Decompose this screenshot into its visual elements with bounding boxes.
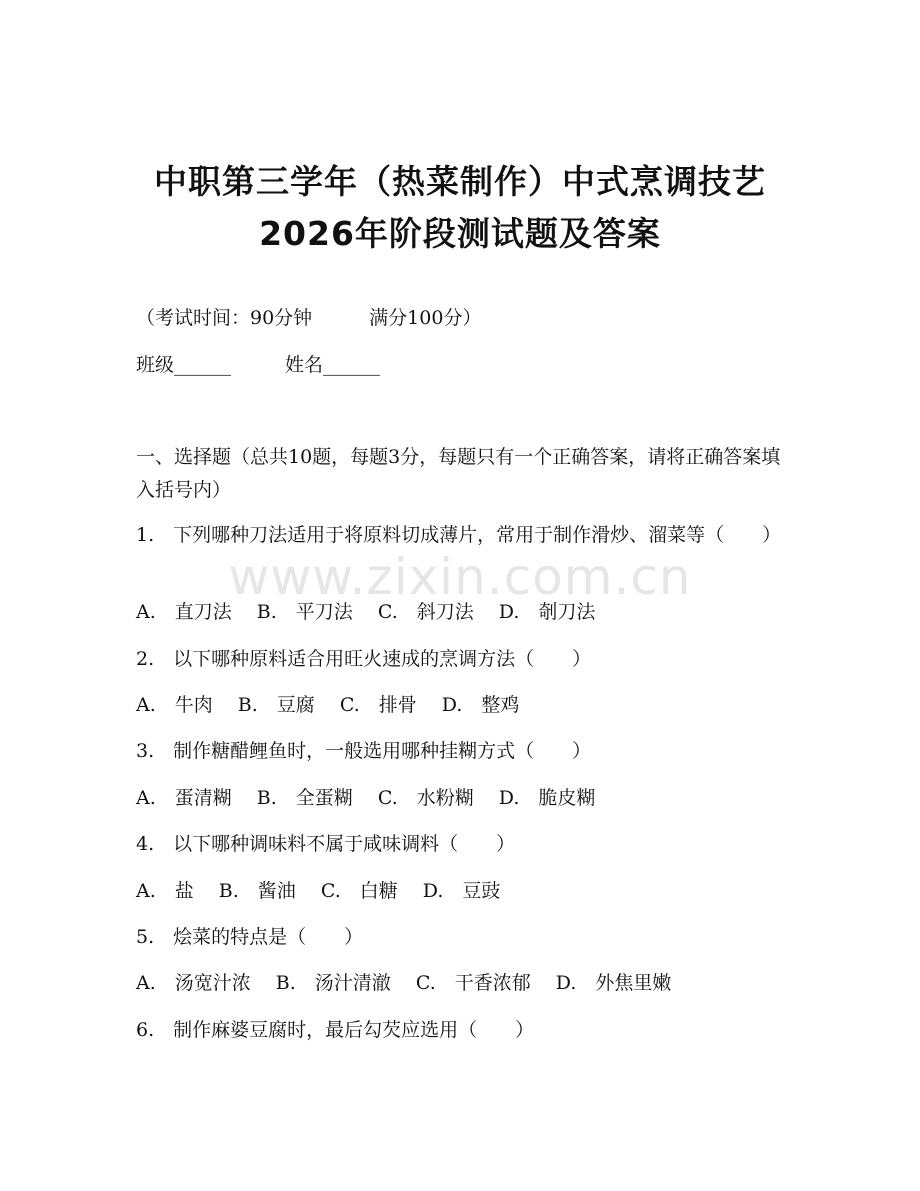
question-options: A. 直刀法 B. 平刀法 C. 斜刀法 D. 剞刀法 xyxy=(136,601,596,623)
question-text: 3. 制作糖醋鲤鱼时，一般选用哪种挂糊方式（ ） xyxy=(136,740,592,762)
question-text: 1. 下列哪种刀法适用于将原料切成薄片，常用于制作滑炒、溜菜等（ ） xyxy=(136,524,782,546)
watermark: www.zixin.com.cn xyxy=(228,548,692,606)
document-title-line2: 2026年阶段测试题及答案 xyxy=(259,214,661,253)
question-options: A. 汤宽汁浓 B. 汤汁清澈 C. 干香浓郁 D. 外焦里嫩 xyxy=(136,972,672,994)
student-fields xyxy=(136,350,380,377)
name-field: 姓名______ xyxy=(285,354,381,376)
document-title-line1: 中职第三学年（热菜制作）中式烹调技艺 xyxy=(154,162,766,201)
question-options: A. 盐 B. 酱油 C. 白糖 D. 豆豉 xyxy=(136,880,501,902)
question-text: 5. 烩菜的特点是（ ） xyxy=(136,926,364,948)
class-field: 班级______ xyxy=(136,354,232,376)
question-options: A. 牛肉 B. 豆腐 C. 排骨 D. 整鸡 xyxy=(136,694,520,716)
exam-info: （考试时间：90分钟 满分100分） xyxy=(136,307,482,329)
section-heading: 一、选择题（总共10题，每题3分，每题只有一个正确答案，请将正确答案填入括号内） xyxy=(136,446,781,501)
question-text: 2. 以下哪种原料适合用旺火速成的烹调方法（ ） xyxy=(136,648,592,670)
question-options: A. 蛋清糊 B. 全蛋糊 C. 水粉糊 D. 脆皮糊 xyxy=(136,787,596,809)
question-text: 4. 以下哪种调味料不属于咸味调料（ ） xyxy=(136,833,516,855)
question-text: 6. 制作麻婆豆腐时，最后勾芡应选用（ ） xyxy=(136,1019,535,1041)
